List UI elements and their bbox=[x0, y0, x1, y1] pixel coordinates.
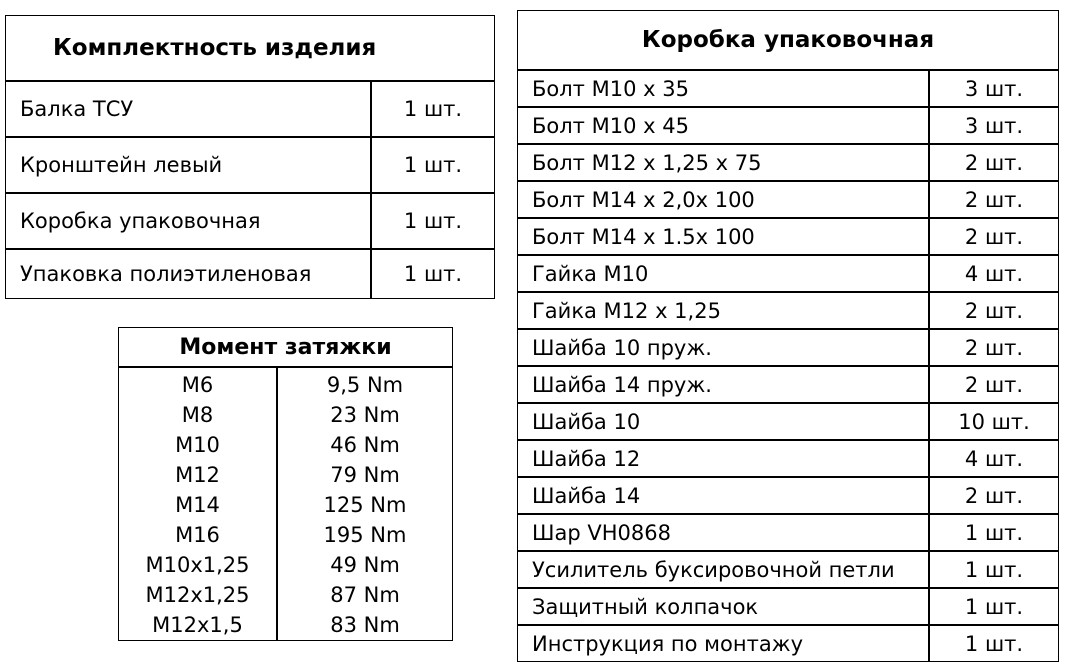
torque-bolt: M16 bbox=[119, 520, 278, 550]
table-row bbox=[119, 490, 453, 520]
table-row bbox=[518, 107, 1059, 144]
table-row bbox=[518, 144, 1059, 181]
box-item-name: Гайка М10 bbox=[518, 255, 930, 292]
kit-item-name: Балка ТСУ bbox=[6, 81, 372, 137]
box-item-qty: 2 шт. bbox=[929, 181, 1059, 218]
torque-bolt: M6 bbox=[119, 367, 278, 400]
table-row bbox=[119, 610, 453, 641]
kit-item-qty: 1 шт. bbox=[371, 193, 495, 249]
torque-value: 9,5 Nm bbox=[326, 373, 404, 397]
torque-value: 23 Nm bbox=[330, 403, 400, 427]
table-row bbox=[518, 181, 1059, 218]
table-row bbox=[518, 403, 1059, 440]
box-item-qty: 1 шт. bbox=[929, 588, 1059, 625]
box-item-qty: 2 шт. bbox=[929, 477, 1059, 514]
box-item-qty: 2 шт. bbox=[929, 218, 1059, 255]
torque-value: 83 Nm bbox=[330, 613, 400, 637]
box-item-name: Шайба 14 пруж. bbox=[518, 366, 930, 403]
box-item-name: Усилитель буксировочной петли bbox=[518, 551, 930, 588]
box-item-name: Болт М10 х 45 bbox=[518, 107, 930, 144]
torque-value: 195 Nm bbox=[323, 523, 407, 547]
box-item-name: Болт М12 х 1,25 х 75 bbox=[518, 144, 930, 181]
box-item-name: Болт М10 х 35 bbox=[518, 70, 930, 107]
box-item-name: Шайба 10 пруж. bbox=[518, 329, 930, 366]
kit-header-row bbox=[6, 16, 495, 82]
box-item-qty: 1 шт. bbox=[929, 551, 1059, 588]
box-item-name: Шайба 12 bbox=[518, 440, 930, 477]
box-item-name: Шайба 10 bbox=[518, 403, 930, 440]
box-item-name: Инструкция по монтажу bbox=[532, 631, 804, 656]
kit-title: Комплектность изделия bbox=[6, 16, 495, 82]
box-item-name: Гайка М12 х 1,25 bbox=[518, 292, 930, 329]
box-header-row bbox=[518, 11, 1059, 71]
box-item-qty: 10 шт. bbox=[929, 403, 1059, 440]
box-item-qty: 3 шт. bbox=[929, 107, 1059, 144]
box-item-name: Шар VH0868 bbox=[518, 514, 930, 551]
box-item-name: Шайба 14 bbox=[518, 477, 930, 514]
table-row bbox=[119, 460, 453, 490]
table-row bbox=[119, 367, 453, 400]
box-item-qty: 4 шт. bbox=[929, 440, 1059, 477]
kit-item-qty: 1 шт. bbox=[371, 249, 495, 299]
box-table bbox=[517, 10, 1059, 662]
table-row bbox=[119, 400, 453, 430]
table-row bbox=[6, 81, 495, 137]
table-row bbox=[518, 218, 1059, 255]
torque-value: 79 Nm bbox=[330, 463, 400, 487]
table-row bbox=[6, 137, 495, 193]
table-row bbox=[518, 588, 1059, 625]
box-item-name: Болт М14 х 1.5х 100 bbox=[518, 218, 930, 255]
box-item-qty: 4 шт. bbox=[929, 255, 1059, 292]
table-row bbox=[518, 70, 1059, 107]
table-row bbox=[119, 430, 453, 460]
torque-bolt: M8 bbox=[119, 400, 278, 430]
table-row bbox=[518, 477, 1059, 514]
table-row bbox=[518, 514, 1059, 551]
table-row bbox=[119, 520, 453, 550]
table-row bbox=[6, 249, 495, 299]
torque-bolt: M14 bbox=[119, 490, 278, 520]
table-row bbox=[518, 366, 1059, 403]
torque-bolt: M12x1,25 bbox=[119, 580, 278, 610]
kit-item-name: Кронштейн левый bbox=[6, 137, 372, 193]
box-item-name: Болт М14 х 2,0х 100 bbox=[518, 181, 930, 218]
torque-title: Момент затяжки bbox=[119, 328, 453, 368]
torque-table bbox=[118, 327, 453, 641]
table-row bbox=[518, 440, 1059, 477]
table-row bbox=[6, 193, 495, 249]
box-item-qty: 2 шт. bbox=[929, 329, 1059, 366]
table-row bbox=[518, 329, 1059, 366]
kit-item-qty: 1 шт. bbox=[371, 81, 495, 137]
torque-value: 49 Nm bbox=[330, 553, 400, 577]
box-item-qty: 2 шт. bbox=[929, 292, 1059, 329]
table-row bbox=[119, 580, 453, 610]
table-row bbox=[518, 292, 1059, 329]
torque-bolt: M10x1,25 bbox=[119, 550, 278, 580]
box-item-name: Защитный колпачок bbox=[518, 588, 930, 625]
box-item-qty: 2 шт. bbox=[929, 366, 1059, 403]
kit-item-name: Упаковка полиэтиленовая bbox=[6, 249, 372, 299]
torque-value: 125 Nm bbox=[323, 493, 407, 517]
box-title: Коробка упаковочная bbox=[518, 11, 1059, 71]
torque-bolt: M10 bbox=[119, 430, 278, 460]
kit-item-qty: 1 шт. bbox=[371, 137, 495, 193]
table-row bbox=[119, 550, 453, 580]
torque-value: 87 Nm bbox=[330, 583, 400, 607]
torque-bolt: M12 bbox=[119, 460, 278, 490]
kit-item-name: Коробка упаковочная bbox=[6, 193, 372, 249]
torque-bolt: M12x1,5 bbox=[119, 610, 278, 641]
kit-table bbox=[5, 15, 495, 299]
box-item-qty: 2 шт. bbox=[929, 144, 1059, 181]
table-row bbox=[518, 255, 1059, 292]
table-row bbox=[518, 625, 1059, 662]
box-item-qty: 1 шт. bbox=[929, 625, 1059, 662]
box-item-qty: 3 шт. bbox=[929, 70, 1059, 107]
torque-header-row bbox=[119, 328, 453, 368]
box-item-qty: 1 шт. bbox=[929, 514, 1059, 551]
torque-value: 46 Nm bbox=[330, 433, 400, 457]
table-row bbox=[518, 551, 1059, 588]
